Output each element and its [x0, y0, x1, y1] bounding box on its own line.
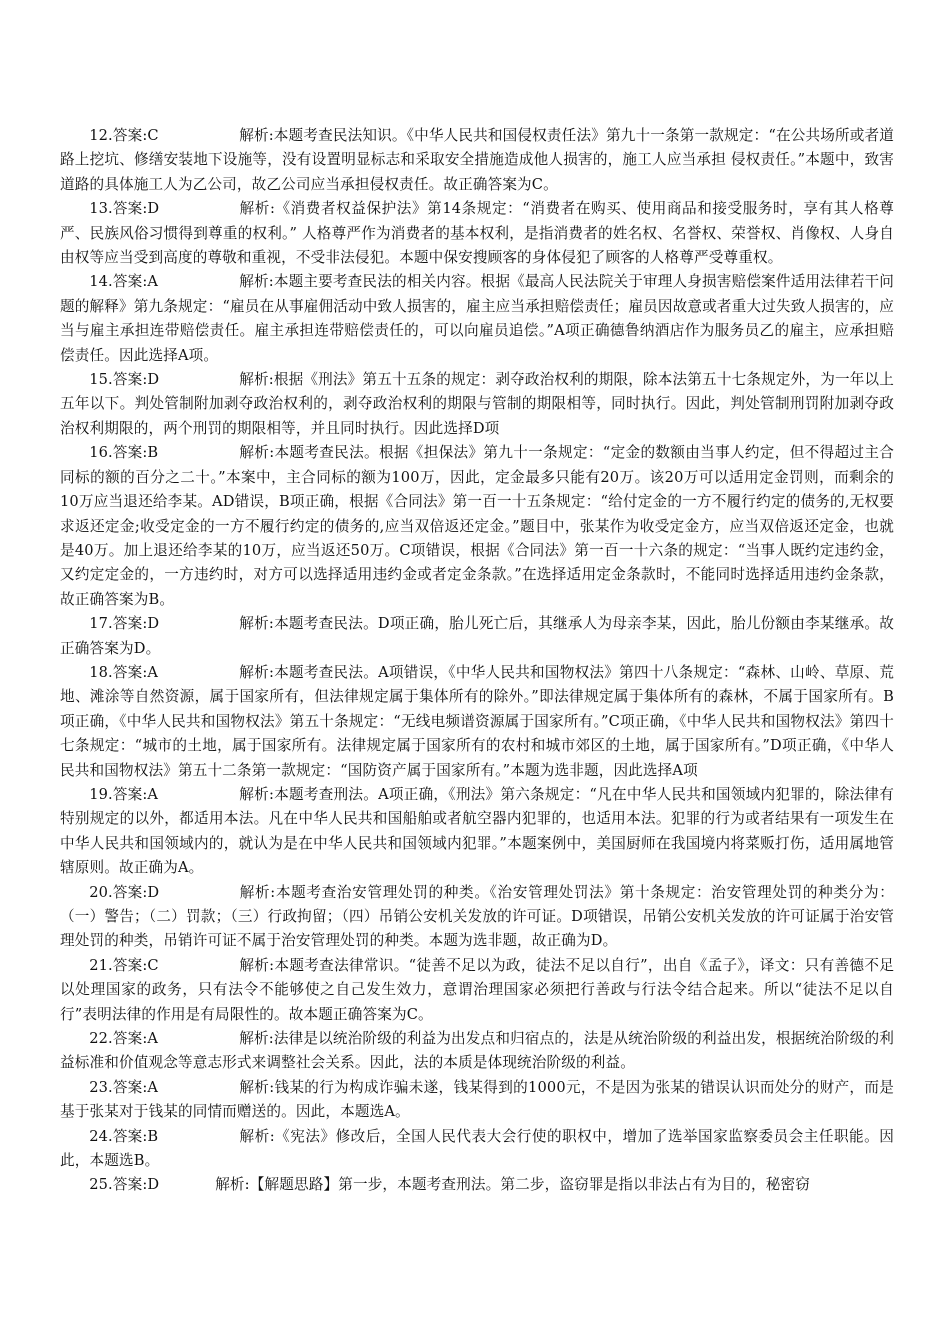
answer-item — [60, 783, 894, 881]
analysis-text: 解析:根据《刑法》第五十五条的规定：剥夺政治权利的期限，除本法第五十七条规定外，为一年以上五年以下。判处管制附加剥夺政治权利的，剥夺政治权利的期限与管制的期限相等，同时执行。因此，判处管制刑罚附加剥夺政治权利期限的，两个刑罚的期限相等，并且同时执行。因此选择D项 — [60, 371, 894, 437]
answer-item — [60, 197, 894, 270]
answer-label: 16.答案:B — [89, 444, 159, 462]
analysis-text: 解析:本题考查民法。A项错误，《中华人民共和国物权法》第四十八条规定：“森林、山岭、草原、荒地、滩涂等自然资源，属于国家所有，但法律规定属于集体所有的除外。”即法律规定属于集体所有的森林，不属于国家所有。B项正确，《中华人民共和国物权法》第五十条规定：“无线电频谱资源属于国家所有。”C项正确，《中华人民共和国物权法》第四十七条规定：“城市的土地，属于国家所有。法律规定属于国家所有的农村和城市郊区的土地，属于国家所有。”D项正确，《中华人民共和国物权法》第五十二条第一款规定：“国防资产属于国家所有。”本题为选非题，因此选择A项 — [60, 663, 894, 779]
answer-label: 17.答案:D — [89, 615, 160, 633]
analysis-text: 解析:【解题思路】第一步，本题考查刑法。第二步，盗窃罪是指以非法占有为目的，秘密窃 — [215, 1176, 811, 1194]
answer-item — [60, 124, 894, 197]
answer-label: 24.答案:B — [89, 1127, 159, 1145]
answer-label: 21.答案:C — [89, 956, 159, 974]
answer-item — [60, 270, 894, 368]
analysis-text: 解析:《宪法》修改后，全国人民代表大会行使的职权中，增加了选举国家监察委员会主任职能。因此，本题选B。 — [60, 1127, 894, 1170]
answer-item — [60, 441, 894, 612]
answer-item — [60, 368, 894, 441]
answer-label: 12.答案:C — [89, 127, 159, 144]
answer-label: 20.答案:D — [89, 883, 160, 901]
answer-item — [60, 1076, 894, 1125]
answer-item — [60, 1173, 894, 1197]
analysis-text: 解析:本题考查治安管理处罚的种类。《治安管理处罚法》第十条规定：治安管理处罚的种类分为：（一）警告；（二）罚款；（三）行政拘留；（四）吊销公安机关发放的许可证。D项错误，吊销公安机关发放的许可证属于治安管理处罚的种类，吊销许可证不属于治安管理处罚的种类。本题为选非题，故正确为D。 — [60, 883, 894, 950]
answer-label: 13.答案:D — [89, 200, 160, 218]
analysis-text: 解析:本题考查民法。根据《担保法》第九十一条规定：“定金的数额由当事人约定，但不得超过主合同标的额的百分之二十。”本案中，主合同标的额为100万，因此，定金最多只能有20万。该20万可以适用定金罚则，而剩余的10万应当退还给李某。AD错误，B项正确，根据《合同法》第一百一十五条规定：“给付定金的一方不履行约定的债务的,无权要求返还定金;收受定金的一方不履行约定的债务的,应当双倍返还定金。”题目中，张某作为收受定金方，应当双倍返还定金，也就是40万。加上退还给李某的10万，应当返还50万。C项错误，根据《合同法》第一百一十六条的规定：“当事人既约定违约金，又约定定金的，一方违约时，对方可以选择适用违约金或者定金条款。”在选择适用定金条款时，不能同时选择适用违约金条款，故正确答案为B。 — [60, 444, 894, 608]
answer-item — [60, 881, 894, 954]
answer-label: 25.答案:D — [89, 1176, 160, 1194]
analysis-text: 解析:本题考查民法。D项正确，胎儿死亡后，其继承人为母亲李某，因此，胎儿份额由李某继承。故正确答案为D。 — [60, 615, 894, 657]
answer-label: 22.答案:A — [89, 1030, 159, 1048]
answer-analysis-page — [60, 124, 894, 1198]
analysis-text: 解析:本题考查民法知识。《中华人民共和国侵权责任法》第九十一条第一款规定：“在公共场所或者道路上挖坑、修缮安装地下设施等，没有设置明显标志和采取安全措施造成他人损害的，施工人应当承担 侵权责任。”本题中，致害道路的具体施工人为乙公司，故乙公司应当承担侵权责任。故正确答案为C。 — [60, 127, 894, 193]
analysis-text: 解析:本题考查法律常识。“徒善不足以为政，徒法不足以自行”，出自《孟子》，译文：只有善德不足以处理国家的政务，只有法令不能够使之自己发生效力，意谓治理国家必须把行善政与行法令结合起来。所以“徒法不足以自行”表明法律的作用是有局限性的。故本题正确答案为C。 — [60, 956, 894, 1023]
analysis-text: 解析:钱某的行为构成诈骗未遂，钱某得到的1000元，不是因为张某的错误认识而处分的财产，而是基于张某对于钱某的同情而赠送的。因此，本题选A。 — [60, 1078, 894, 1121]
answer-label: 18.答案:A — [89, 663, 159, 681]
answer-item — [60, 661, 894, 783]
analysis-text: 解析:本题考查刑法。A项正确，《刑法》第六条规定：“凡在中华人民共和国领域内犯罪的，除法律有特别规定的以外，都适用本法。凡在中华人民共和国船舶或者航空器内犯罪的，也适用本法。犯罪的行为或者结果有一项发生在中华人民共和国领域内的，就认为是在中华人民共和国领域内犯罪。”本题案例中，美国厨师在我国境内将菜贩打伤，适用属地管辖原则。故正确为A。 — [60, 785, 894, 877]
answer-label: 23.答案:A — [89, 1078, 159, 1096]
answer-item — [60, 612, 894, 661]
answer-item — [60, 954, 894, 1027]
answer-label: 14.答案:A — [89, 273, 159, 291]
answer-item — [60, 1027, 894, 1076]
answer-item — [60, 1125, 894, 1174]
analysis-text: 解析:《消费者权益保护法》第14条规定：“消费者在购买、使用商品和接受服务时，享有其人格尊严、民族风俗习惯得到尊重的权利。” 人格尊严作为消费者的基本权利，是指消费者的姓名权、名誉权、荣誉权、肖像权、人身自由权等应当受到高度的尊敬和重视，不受非法侵犯。本题中保安搜顾客的身体侵犯了顾客的人格尊严受尊重权。 — [60, 200, 894, 267]
answer-label: 19.答案:A — [89, 785, 159, 803]
answer-label: 15.答案:D — [89, 371, 160, 389]
analysis-text: 解析:法律是以统治阶级的利益为出发点和归宿点的，法是从统治阶级的利益出发，根据统治阶级的利益标准和价值观念等意志形式来调整社会关系。因此，法的本质是体现统治阶级的利益。 — [60, 1030, 894, 1072]
analysis-text: 解析:本题主要考查民法的相关内容。根据《最高人民法院关于审理人身损害赔偿案件适用法律若干问题的解释》第九条规定：“雇员在从事雇佣活动中致人损害的，雇主应当承担赔偿责任；雇员因故意或者重大过失致人损害的，应当与雇主承担连带赔偿责任。雇主承担连带赔偿责任的，可以向雇员追偿。”A项正确德鲁纳酒店作为服务员乙的雇主，应承担赔偿责任。因此选择A项。 — [60, 273, 894, 364]
